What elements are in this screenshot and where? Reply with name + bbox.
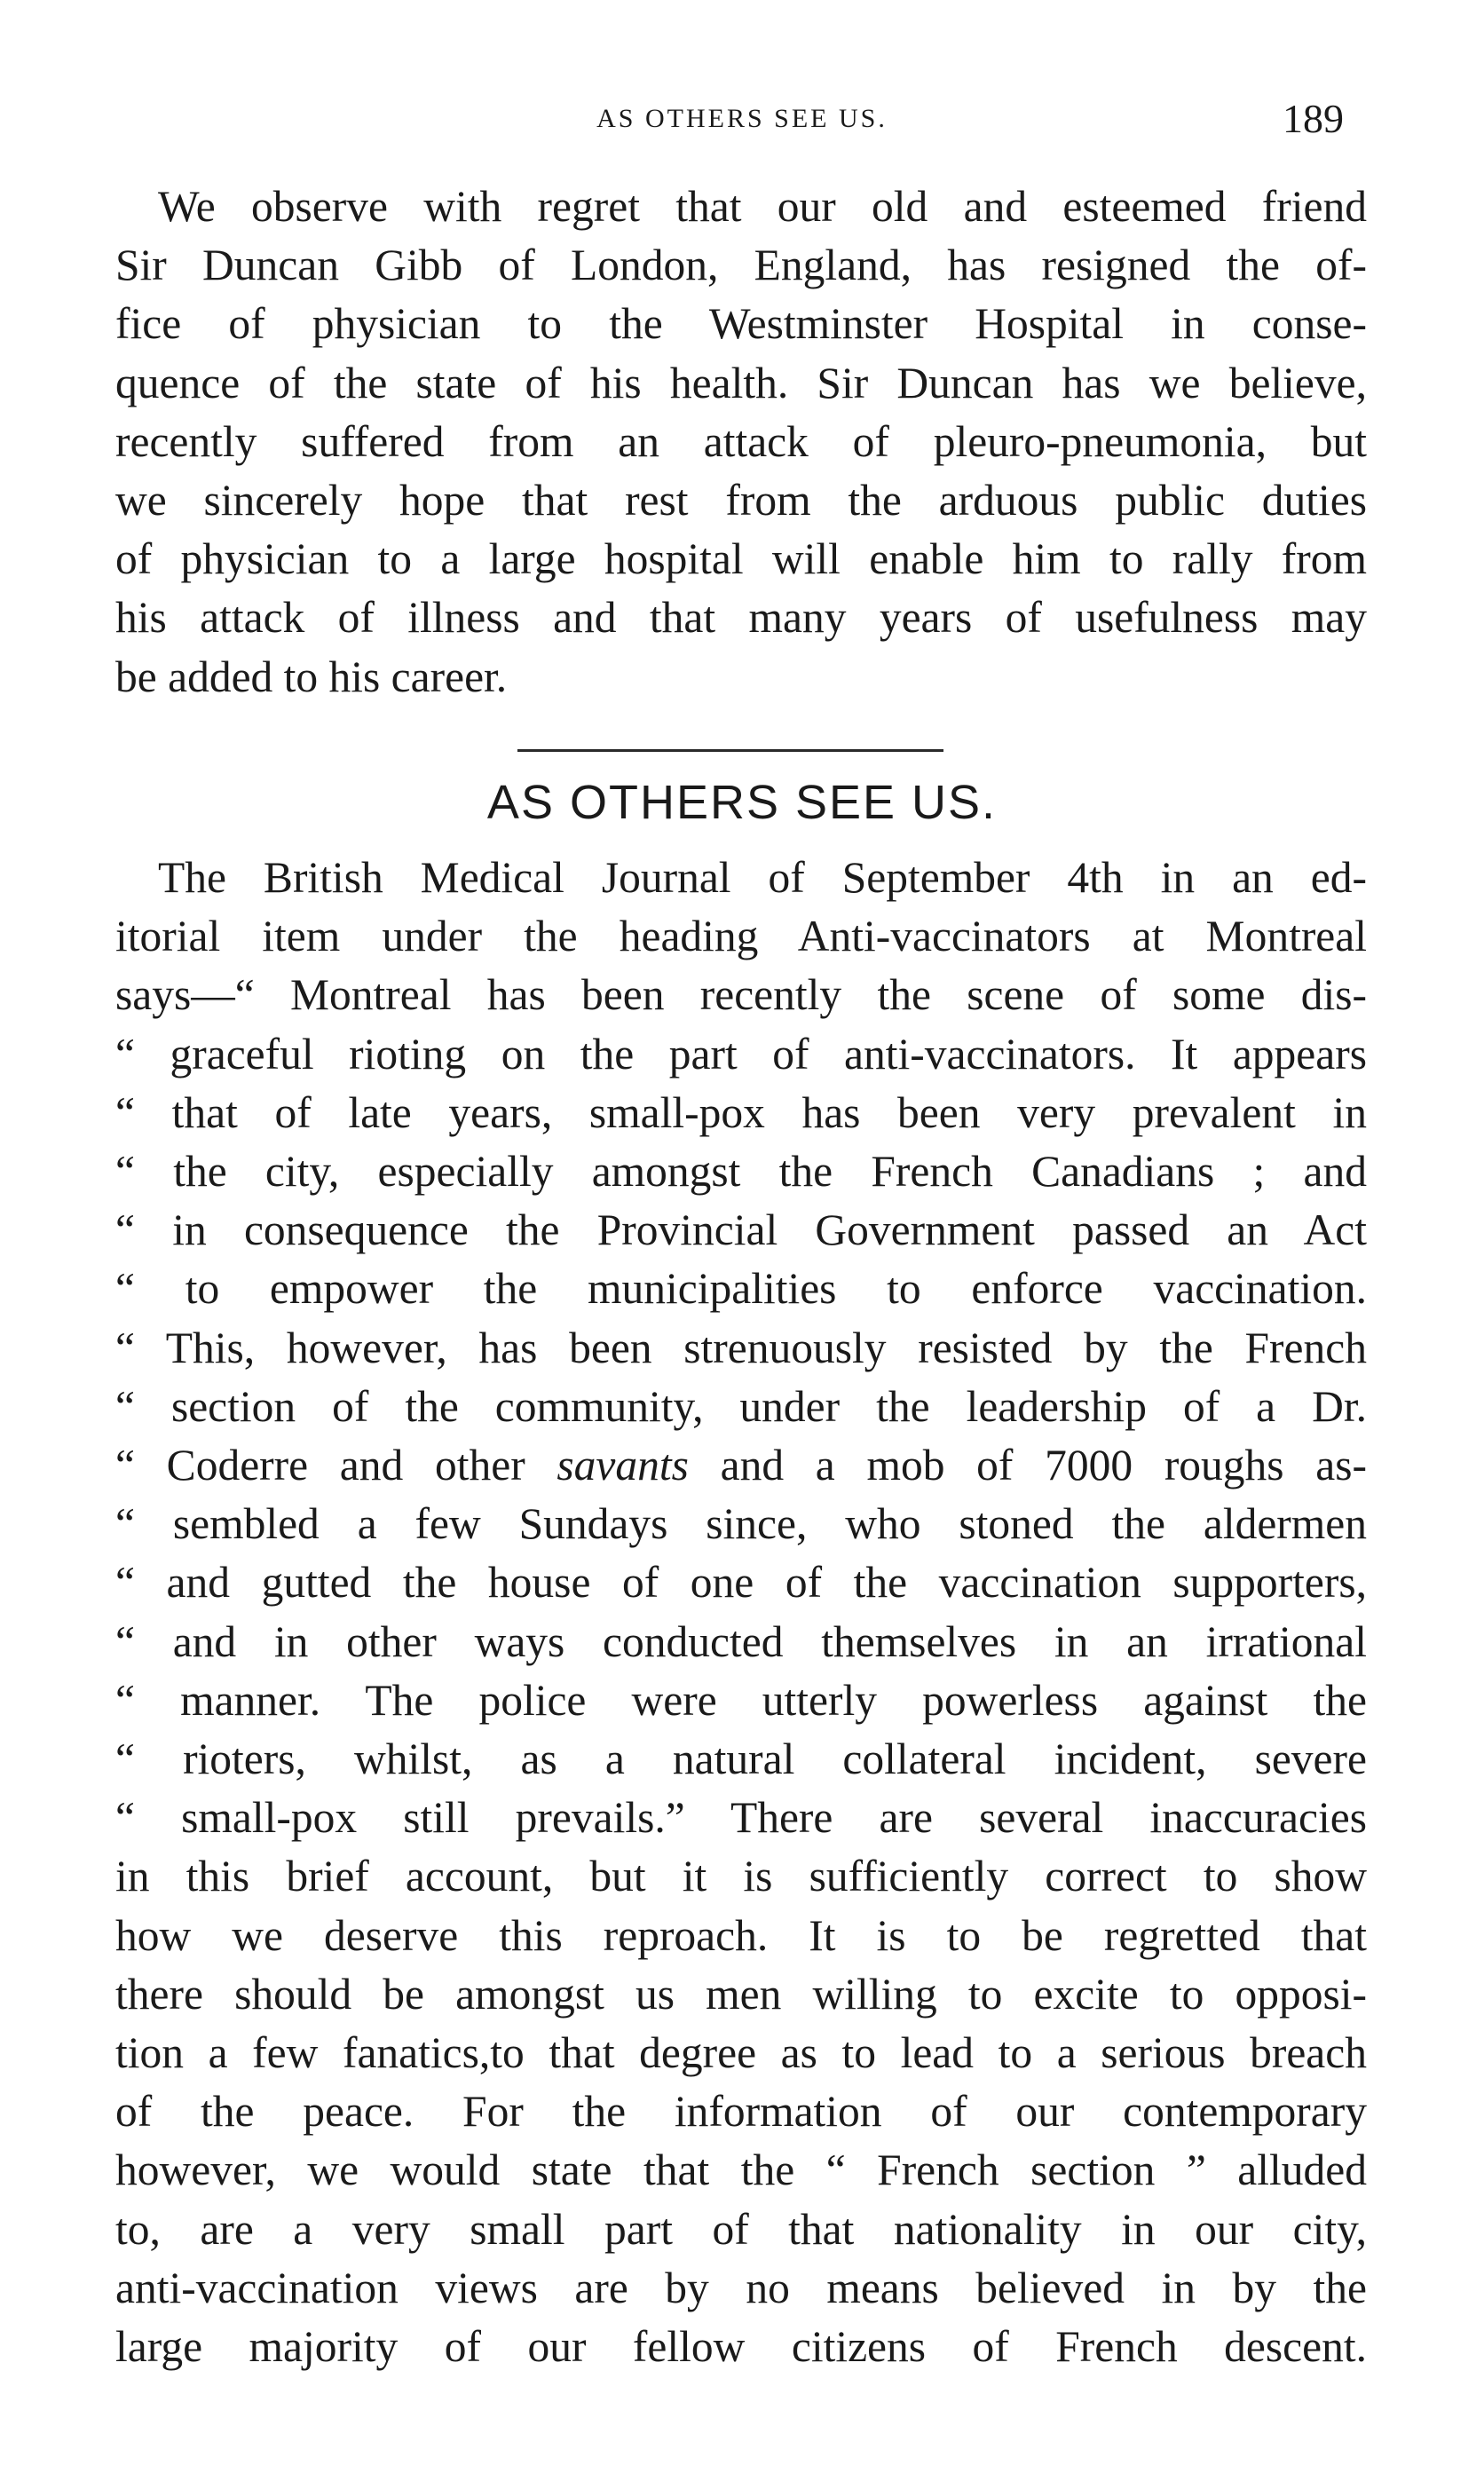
text-line: to, are a very small part of that nationality in our city, bbox=[115, 2204, 1367, 2254]
page-number: 189 bbox=[1283, 96, 1344, 141]
article-as-others-see-us bbox=[115, 849, 1367, 2376]
text-line: itorial item under the heading Anti-vaccinators at Montreal bbox=[115, 912, 1367, 961]
text-line: of physician to a large hospital will enable him to rally from bbox=[115, 534, 1367, 584]
text-line: “ and gutted the house of one of the vaccination supporters, bbox=[115, 1558, 1367, 1608]
text-line: tion a few fanatics,to that degree as to lead to a serious breach bbox=[115, 2028, 1367, 2078]
running-head-title: AS OTHERS SEE US. bbox=[596, 104, 888, 133]
text-run: and a mob of 7000 roughs as- bbox=[688, 1441, 1367, 1490]
text-line: how we deserve this reproach. It is to be regretted that bbox=[115, 1910, 1367, 1960]
running-head bbox=[0, 92, 1484, 146]
article-sir-duncan-gibb bbox=[115, 178, 1367, 707]
text-line: in this brief account, but it is sufficiently correct to show bbox=[115, 1852, 1367, 1901]
text-line: “ sembled a few Sundays since, who stoned the aldermen bbox=[115, 1499, 1367, 1549]
text-line: anti-vaccination views are by no means believed in by the bbox=[115, 2263, 1367, 2312]
text-line: “ small-pox still prevails.” There are several inaccuracies bbox=[115, 1793, 1367, 1843]
text-line: “ to empower the municipalities to enforce vaccination. bbox=[115, 1264, 1367, 1314]
text-line: “ graceful rioting on the part of anti-vaccinators. It appears bbox=[115, 1029, 1367, 1079]
text-line: “ manner. The police were utterly powerless against the bbox=[115, 1675, 1367, 1725]
text-line: fice of physician to the Westminster Hospital in conse- bbox=[115, 299, 1367, 349]
text-line: recently suffered from an attack of pleuro-pneumonia, but bbox=[115, 416, 1367, 466]
section-divider bbox=[517, 749, 943, 752]
text-line: “ that of late years, small-pox has been very prevalent in bbox=[115, 1087, 1367, 1137]
text-line: be added to his career. bbox=[115, 652, 508, 701]
text-line: “ section of the community, under the leadership of a Dr. bbox=[115, 1381, 1367, 1431]
text-line: of the peace. For the information of our contemporary bbox=[115, 2087, 1367, 2137]
text-line: we sincerely hope that rest from the arduous public duties bbox=[115, 476, 1367, 525]
italic-word: savants bbox=[556, 1441, 689, 1490]
text-line: “ the city, especially amongst the French Canadians ; and bbox=[115, 1147, 1367, 1197]
text-line: says—“ Montreal has been recently the scene of some dis- bbox=[115, 970, 1367, 1020]
text-line: large majority of our fellow citizens of French descent. bbox=[115, 2322, 1367, 2372]
text-line: “ in consequence the Provincial Government passed an Act bbox=[115, 1205, 1367, 1255]
section-heading: AS OTHERS SEE US. bbox=[486, 776, 998, 829]
text-line: there should be amongst us men willing to excite to opposi- bbox=[115, 1969, 1367, 2019]
text-line-with-italic bbox=[115, 1436, 1367, 1495]
text-line: however, we would state that the “ French section ” alluded bbox=[115, 2145, 1367, 2195]
text-line: quence of the state of his health. Sir Duncan has we believe, bbox=[115, 358, 1367, 407]
text-line: “ This, however, has been strenuously resisted by the French bbox=[115, 1323, 1367, 1372]
text-line: We observe with regret that our old and esteemed friend bbox=[158, 182, 1367, 231]
text-line: Sir Duncan Gibb of London, England, has resigned the of- bbox=[115, 241, 1367, 290]
text-line: “ rioters, whilst, as a natural collateral incident, severe bbox=[115, 1734, 1367, 1784]
text-line: The British Medical Journal of September 4th in an ed- bbox=[158, 853, 1367, 902]
text-line: “ and in other ways conducted themselves in an irrational bbox=[115, 1616, 1367, 1666]
text-run: “ Coderre and other bbox=[115, 1441, 557, 1490]
text-line: his attack of illness and that many years of usefulness may bbox=[115, 593, 1367, 643]
